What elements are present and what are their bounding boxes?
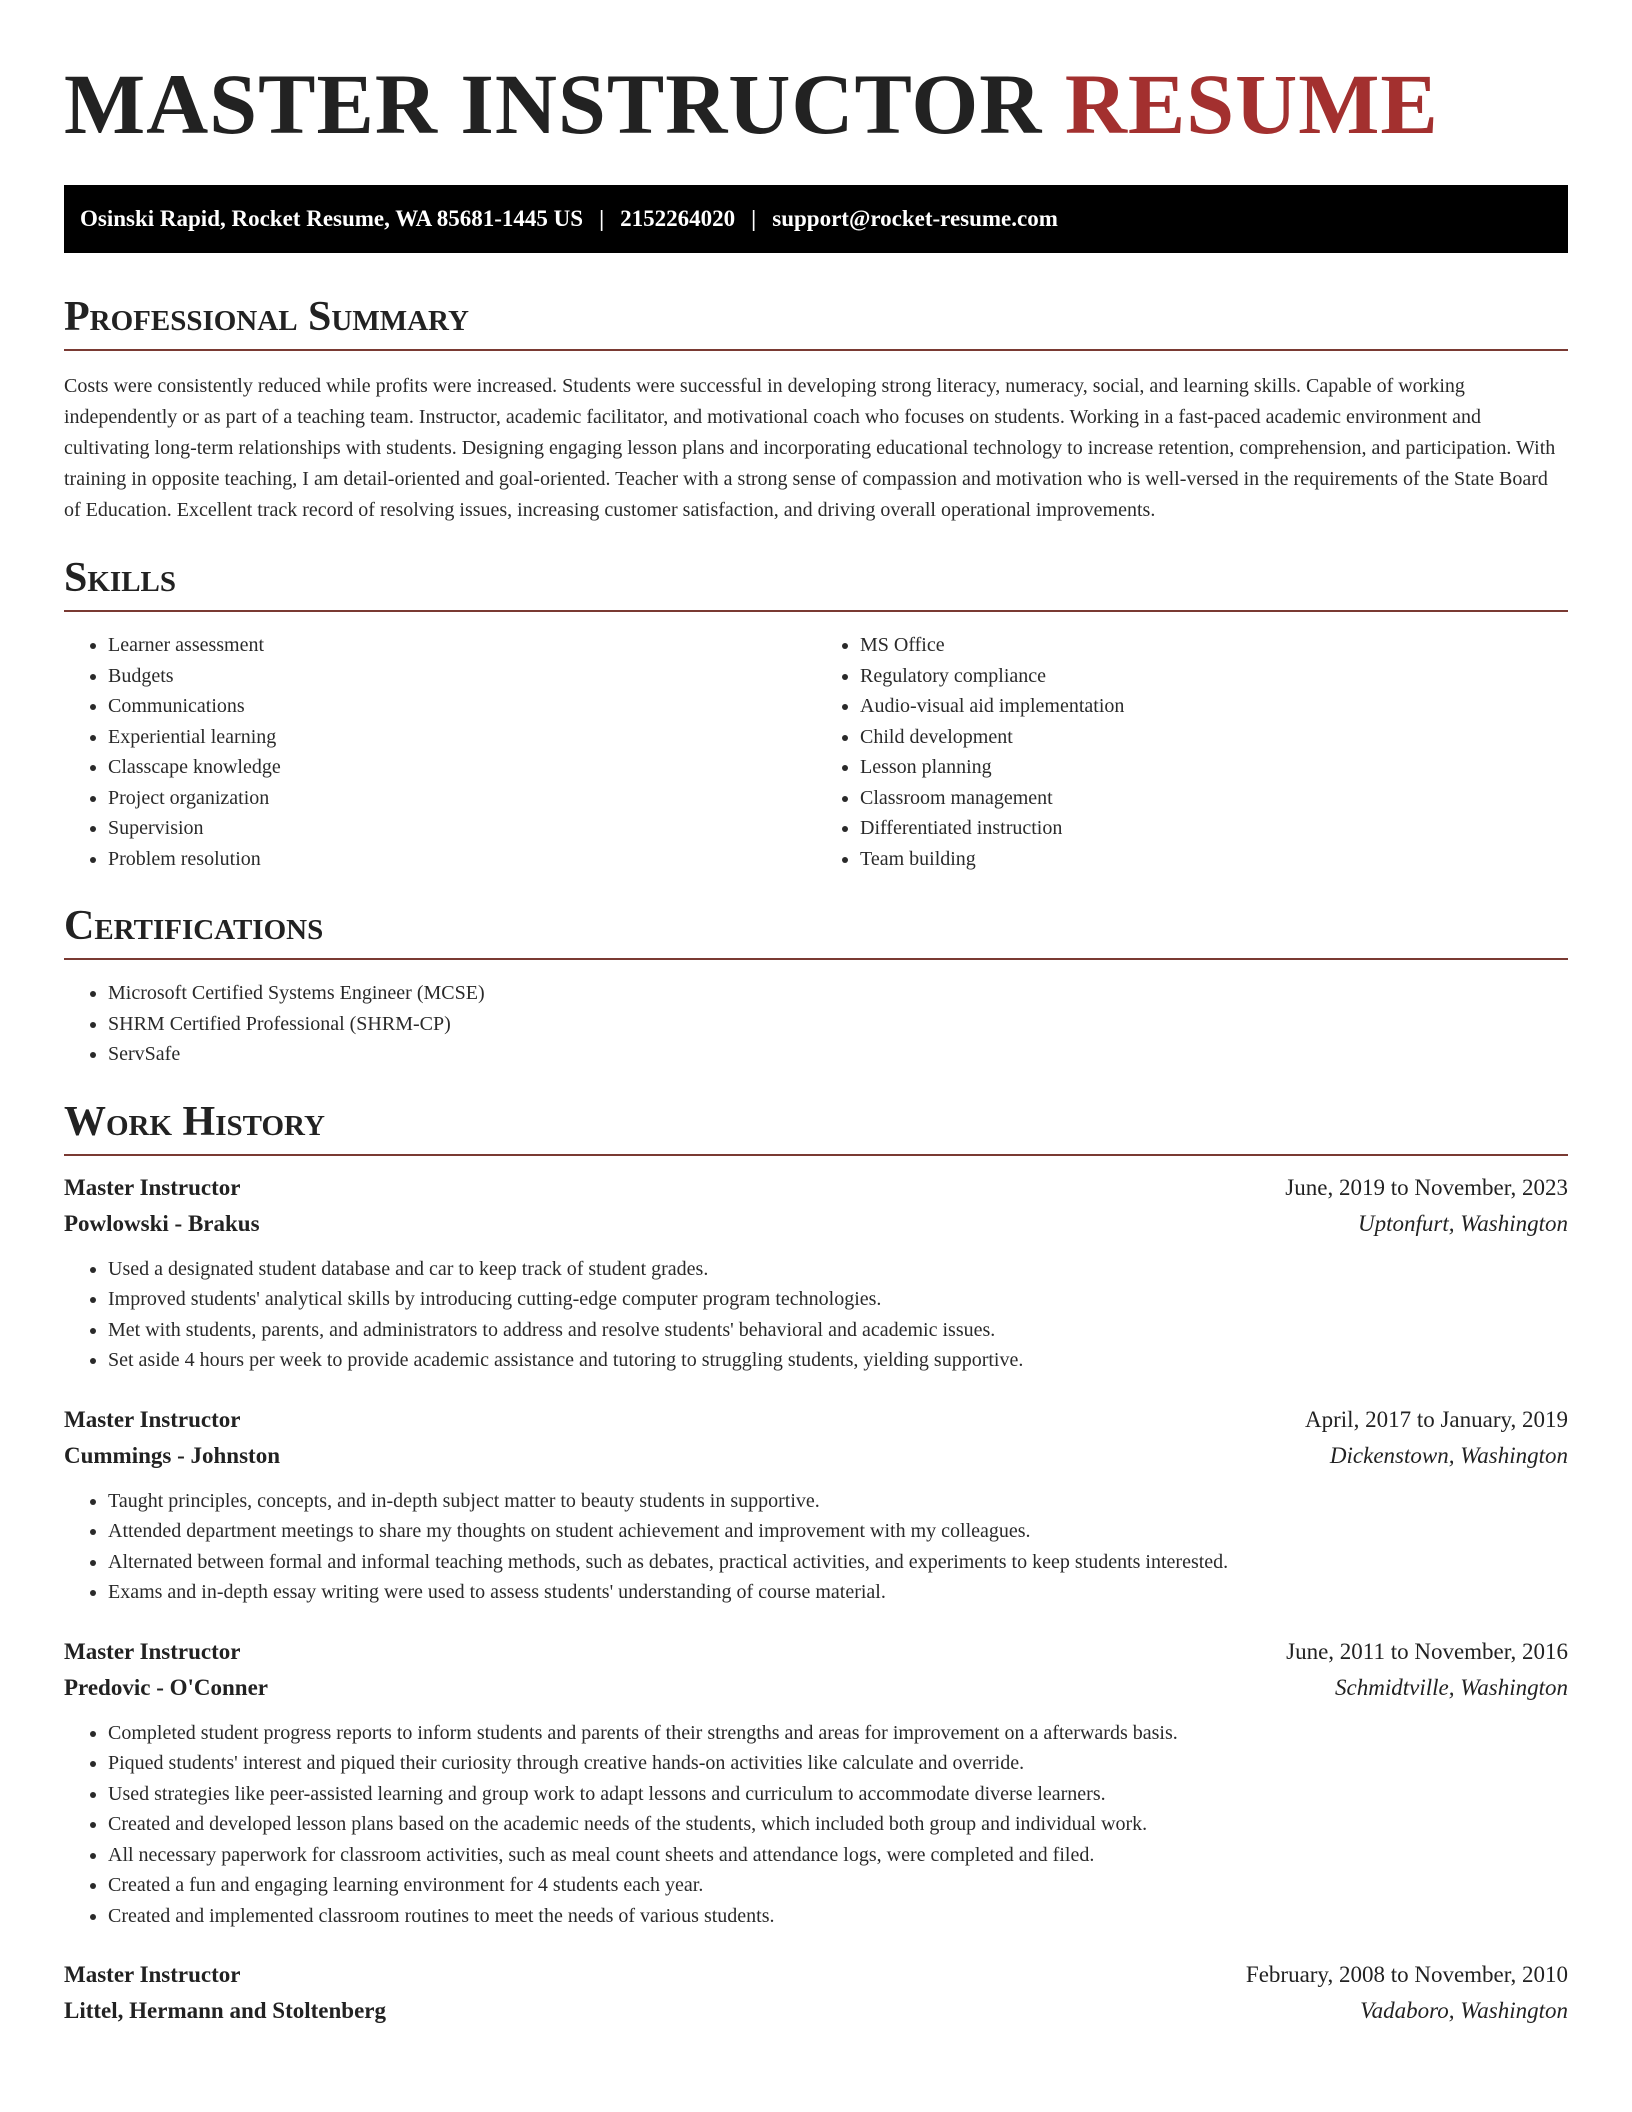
job-bullet: • Met with students, parents, and administrators to address and resolve students' behavioral and academic issues. [108,1315,1568,1346]
job-bullet: • Used a designated student database and car to keep track of student grades. [108,1254,1568,1285]
job-bullet: • Piqued students' interest and piqued their curiosity through creative hands-on activities like calculate and override. [108,1748,1568,1779]
job-bullet: • Exams and in-depth essay writing were used to assess students' understanding of course material. [108,1577,1568,1608]
skill-item: • Differentiated instruction [860,813,1568,844]
skill-item: • Audio-visual aid implementation [860,691,1568,722]
job-bullet: • Created a fun and engaging learning environment for 4 students each year. [108,1870,1568,1901]
skill-item: • Lesson planning [860,752,1568,783]
skills-grid [64,612,1568,874]
skills-right-list [816,630,1568,874]
job-location: Uptonfurt, Washington [1357,1210,1568,1236]
job-bullet: • Alternated between formal and informal teaching methods, such as debates, practical activities, and experiments to keep students interested. [108,1547,1568,1578]
summary-section [64,291,1568,526]
job-company: Predovic - O'Conner [64,1674,268,1700]
certification-item: • Microsoft Certified Systems Engineer (MCSE) [108,978,1568,1009]
job-bullet: • Set aside 4 hours per week to provide academic assistance and tutoring to struggling students, yielding supportive. [108,1345,1568,1376]
job-company-row [64,1993,1568,2029]
summary-text: Costs were consistently reduced while profits were increased. Students were successful in developing strong literacy, numeracy, social, and learning skills. Capable of working independently or as part of a teaching team. Instructor, academic facilitator, and motivational coach who focuses on students. Working in a fast-paced academic environment and cultivating long-term relationships with students. Designing engaging lesson plans and incorporating educational technology to increase retention, comprehension, and participation. With training in opposite teaching, I am detail-oriented and goal-oriented. Teacher with a strong sense of compassion and motivation who is well-versed in the requirements of the State Board of Education. Excellent track record of resolving issues, increasing customer satisfaction, and driving overall operational improvements. [64,375,1556,521]
skill-item: • Problem resolution [108,844,816,875]
contact-separator: | [599,206,605,231]
job-dates: June, 2019 to November, 2023 [1285,1174,1568,1200]
job-entry [64,1402,1568,1608]
certifications-list [64,978,1568,1070]
title-accent: RESUME [1064,56,1439,152]
job-bullet: • All necessary paperwork for classroom activities, such as meal count sheets and attendance logs, were completed and filed. [108,1840,1568,1871]
skills-section [64,552,1568,874]
job-bullet: • Created and developed lesson plans based on the academic needs of the students, which included both group and individual work. [108,1809,1568,1840]
skill-item: • Supervision [108,813,816,844]
job-title: Master Instructor [64,1174,241,1200]
skill-item: • Team building [860,844,1568,875]
contact-address: Osinski Rapid, Rocket Resume, WA 85681-1445 US [80,206,584,231]
job-header-row [64,1170,1568,1206]
contact-phone: 2152264020 [620,206,736,231]
job-location: Vadaboro, Washington [1360,1998,1568,2023]
summary-heading: Professional Summary [64,294,469,340]
job-dates: June, 2011 to November, 2016 [1286,1638,1568,1664]
job-bullet: • Created and implemented classroom routines to meet the needs of various students. [108,1901,1568,1932]
certification-item: • ServSafe [108,1039,1568,1070]
skill-item: • Communications [108,691,816,722]
job-bullet: • Attended department meetings to share my thoughts on student achievement and improvement with my colleagues. [108,1516,1568,1547]
job-company-row [64,1438,1568,1474]
skill-item: • MS Office [860,630,1568,661]
job-bullet: • Completed student progress reports to inform students and parents of their strengths and areas for improvement on a afterwards basis. [108,1718,1568,1749]
job-company-row [64,1206,1568,1242]
job-title: Master Instructor [64,1962,241,1987]
job-company: Littel, Hermann and Stoltenberg [64,1998,386,2023]
skill-item: • Regulatory compliance [860,661,1568,692]
work-history-section [64,1096,1568,2030]
job-company: Powlowski - Brakus [64,1210,260,1236]
section-divider [64,958,1568,960]
skill-item: • Child development [860,722,1568,753]
job-header-row [64,1402,1568,1438]
job-entry [64,1957,1568,2029]
job-entry [64,1170,1568,1376]
contact-bar [64,185,1568,253]
job-bullets [64,1486,1568,1608]
skill-item: • Classroom management [860,783,1568,814]
job-location: Dickenstown, Washington [1329,1442,1568,1468]
skills-heading: Skills [64,555,177,601]
job-entry [64,1634,1568,1932]
certifications-heading: Certifications [64,903,324,949]
skill-item: • Classcape knowledge [108,752,816,783]
skill-item: • Budgets [108,661,816,692]
job-company-row [64,1670,1568,1706]
job-title: Master Instructor [64,1638,241,1664]
job-bullet: • Used strategies like peer-assisted learning and group work to adapt lessons and curriculum to accommodate diverse learners. [108,1779,1568,1810]
skill-item: • Project organization [108,783,816,814]
job-bullets [64,1718,1568,1932]
job-bullets [64,1254,1568,1376]
job-company: Cummings - Johnston [64,1442,280,1468]
section-divider [64,349,1568,351]
title-main: MASTER INSTRUCTOR [64,56,1043,152]
job-bullet: • Improved students' analytical skills by introducing cutting-edge computer program technologies. [108,1284,1568,1315]
contact-email: support@rocket-resume.com [772,206,1058,231]
job-title: Master Instructor [64,1406,241,1432]
job-header-row [64,1634,1568,1670]
certification-item: • SHRM Certified Professional (SHRM-CP) [108,1009,1568,1040]
job-dates: April, 2017 to January, 2019 [1305,1406,1568,1432]
job-bullet: • Taught principles, concepts, and in-depth subject matter to beauty students in supportive. [108,1486,1568,1517]
section-divider [64,1154,1568,1156]
job-location: Schmidtville, Washington [1335,1674,1568,1700]
work-history-heading: Work History [64,1098,325,1145]
job-dates: February, 2008 to November, 2010 [1245,1962,1568,1987]
skills-left-list [64,630,816,874]
certifications-section [64,900,1568,1070]
job-header-row [64,1957,1568,1993]
skill-item: • Experiential learning [108,722,816,753]
contact-separator: | [751,206,757,231]
skill-item: • Learner assessment [108,630,816,661]
resume-title [64,0,1568,152]
